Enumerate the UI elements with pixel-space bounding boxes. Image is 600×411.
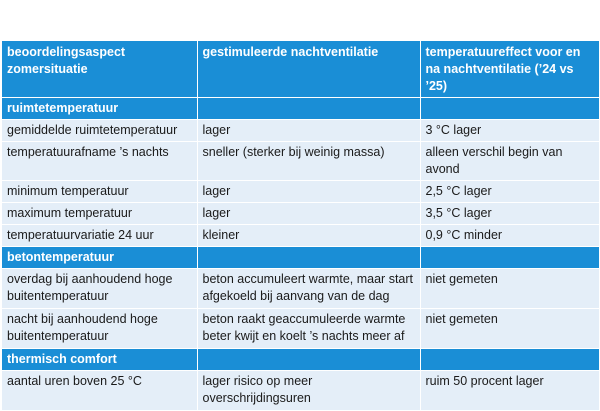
header-effect: temperatuureffect voor en na nachtventilatie (’24 vs ’25) xyxy=(420,41,599,98)
header-aspect: beoordelingsaspect zomersituatie xyxy=(2,41,197,98)
comparison-table xyxy=(2,41,599,411)
table-row xyxy=(2,269,599,309)
ventilation-cell: lager xyxy=(197,203,420,225)
table-row xyxy=(2,225,599,247)
aspect-cell: minimum temperatuur xyxy=(2,181,197,203)
ventilation-cell: beton raakt geaccumuleerde warmte beter kwijt en koelt ’s nachts meer af xyxy=(197,309,420,349)
ventilation-cell: kleiner xyxy=(197,225,420,247)
aspect-cell: temperatuurafname ’s nachts xyxy=(2,142,197,181)
section-row xyxy=(2,349,599,371)
aspect-cell: aantal uren boven 25 °C xyxy=(2,371,197,411)
aspect-cell: gemiddelde ruimtetemperatuur xyxy=(2,120,197,142)
ventilation-cell: lager risico op meer overschrijdingsuren xyxy=(197,371,420,411)
table-row xyxy=(2,371,599,411)
table-row xyxy=(2,120,599,142)
header-ventilation: gestimuleerde nachtventilatie xyxy=(197,41,420,98)
section-row xyxy=(2,247,599,269)
section-title: ruimtetemperatuur xyxy=(2,98,197,120)
effect-cell: 2,5 °C lager xyxy=(420,181,599,203)
table-row xyxy=(2,203,599,225)
ventilation-cell: lager xyxy=(197,120,420,142)
effect-cell: alleen verschil begin van avond xyxy=(420,142,599,181)
aspect-cell: temperatuurvariatie 24 uur xyxy=(2,225,197,247)
section-title: thermisch comfort xyxy=(2,349,197,371)
aspect-cell: overdag bij aanhoudend hoge buitentemperatuur xyxy=(2,269,197,309)
section-row xyxy=(2,98,599,120)
effect-cell: niet gemeten xyxy=(420,269,599,309)
effect-cell: niet gemeten xyxy=(420,309,599,349)
effect-cell: 0,9 °C minder xyxy=(420,225,599,247)
aspect-cell: nacht bij aanhoudend hoge buitentemperatuur xyxy=(2,309,197,349)
table-row xyxy=(2,142,599,181)
ventilation-cell: beton accumuleert warmte, maar start afgekoeld bij aanvang van de dag xyxy=(197,269,420,309)
table-row xyxy=(2,181,599,203)
ventilation-cell: lager xyxy=(197,181,420,203)
section-title: betontemperatuur xyxy=(2,247,197,269)
effect-cell: 3,5 °C lager xyxy=(420,203,599,225)
ventilation-cell: sneller (sterker bij weinig massa) xyxy=(197,142,420,181)
effect-cell: ruim 50 procent lager xyxy=(420,371,599,411)
table-row xyxy=(2,309,599,349)
effect-cell: 3 °C lager xyxy=(420,120,599,142)
aspect-cell: maximum temperatuur xyxy=(2,203,197,225)
header-row xyxy=(2,41,599,98)
